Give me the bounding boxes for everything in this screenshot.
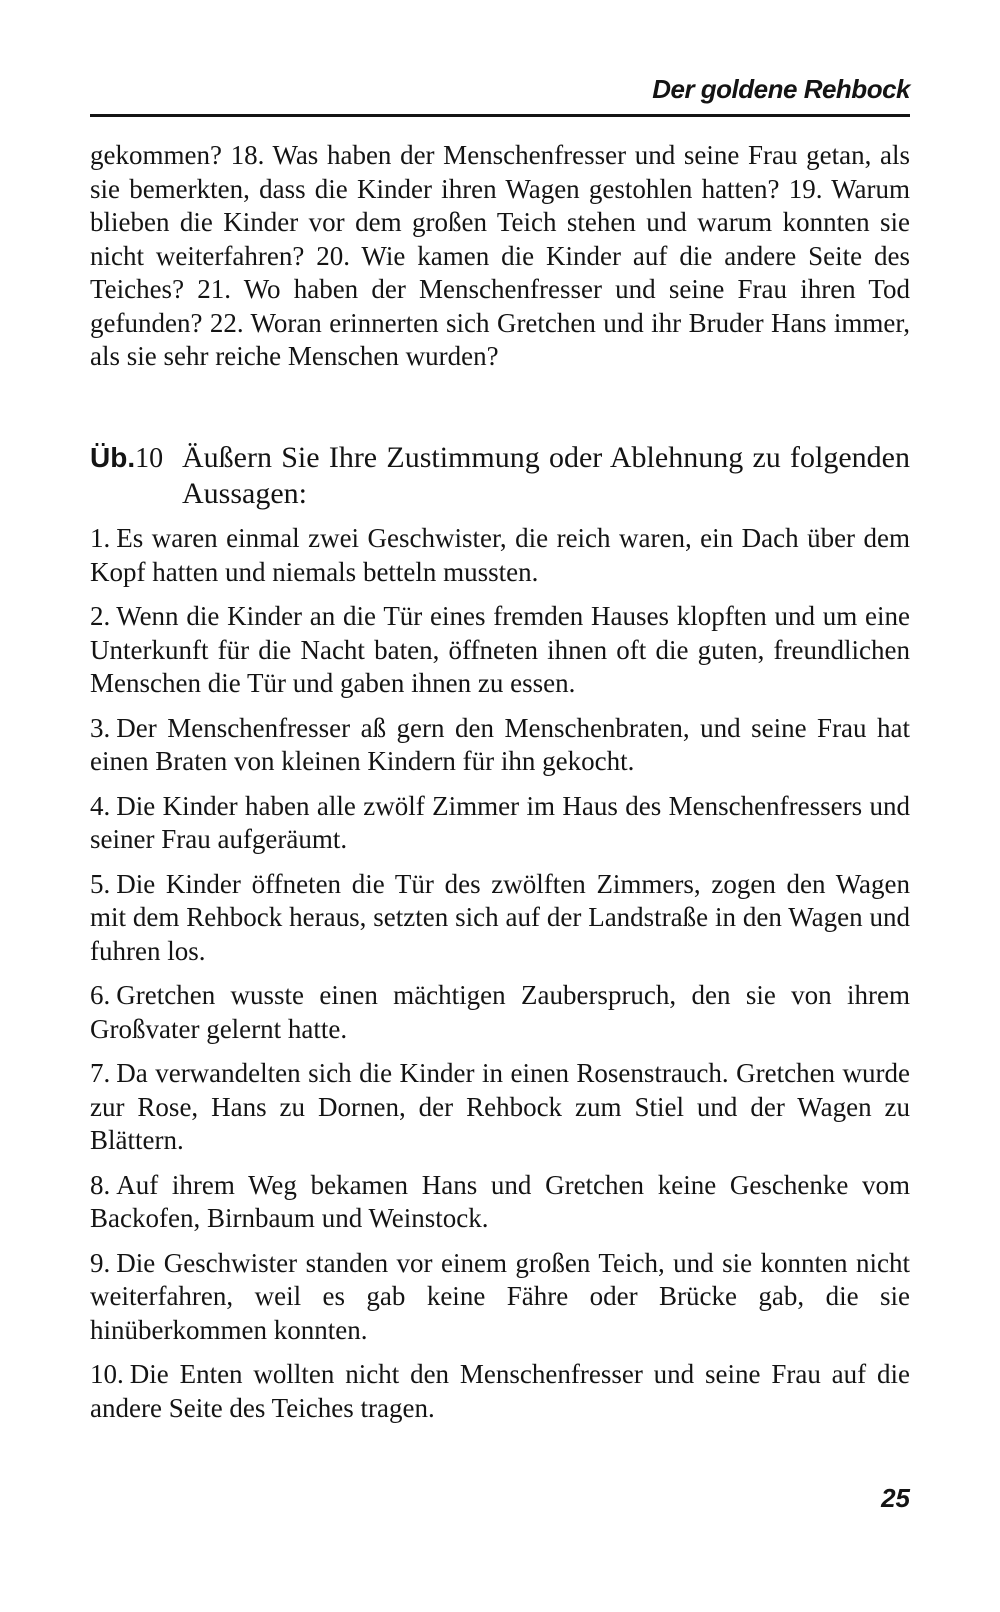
statement-item bbox=[90, 522, 910, 589]
exercise-label bbox=[90, 440, 182, 477]
statement-item bbox=[90, 868, 910, 969]
statement-number: 8. bbox=[90, 1169, 111, 1200]
page-number: 25 bbox=[881, 1483, 910, 1513]
exercise-label-prefix: Üb. bbox=[90, 442, 136, 473]
statement-number: 7. bbox=[90, 1058, 111, 1088]
book-page bbox=[90, 0, 910, 1612]
statement-number: 10. bbox=[90, 1359, 124, 1389]
statement-number: 1. bbox=[90, 523, 111, 553]
statement-text: Wenn die Kinder an die Tür eines fremden Hauses klopften und um eine Unterkunft für die Nacht baten, öffneten ihnen oft die guten, freundlichen Menschen die Tür und gaben ihnen zu essen. bbox=[90, 601, 910, 698]
statement-list bbox=[90, 522, 910, 1436]
statement-text: Es waren einmal zwei Geschwister, die reich waren, ein Dach über dem Kopf hatten und niemals betteln mussten. bbox=[90, 523, 910, 587]
header-rule bbox=[90, 114, 910, 117]
continuation-paragraph bbox=[90, 139, 910, 374]
exercise-block bbox=[90, 440, 910, 512]
statement-number: 6. bbox=[90, 980, 111, 1010]
statement-item bbox=[90, 790, 910, 857]
exercise-heading: Äußern Sie Ihre Zustimmung oder Ablehnung zu folgenden Aussagen: bbox=[182, 441, 910, 510]
statement-number: 4. bbox=[90, 790, 111, 821]
statement-item bbox=[90, 1057, 910, 1158]
statement-text: Die Geschwister standen vor einem großen Teich, und sie konnten nicht weiterfahren, weil es gab keine Fähre oder Brücke gab, die sie hinüberkommen konnten. bbox=[90, 1247, 910, 1345]
statement-text: Gretchen wusste einen mächtigen Zauberspruch, den sie von ihrem Großvater gelernt hatte. bbox=[90, 980, 910, 1044]
statement-text: Die Kinder öffneten die Tür des zwölften Zimmers, zogen den Wagen mit dem Rehbock heraus, setzten sich auf der Landstraße in den Wagen und fuhren los. bbox=[90, 868, 910, 966]
statement-item bbox=[90, 600, 910, 701]
statement-item bbox=[90, 1247, 910, 1348]
statement-item bbox=[90, 1169, 910, 1236]
statement-number: 5. bbox=[90, 868, 111, 899]
statement-text: Auf ihrem Weg bekamen Hans und Gretchen keine Geschenke vom Backofen, Birnbaum und Weinstock. bbox=[90, 1169, 910, 1233]
statement-number: 2. bbox=[90, 601, 111, 631]
continuation-text: gekommen? 18. Was haben der Menschenfresser und seine Frau getan, als sie bemerkten, dass die Kinder ihren Wagen gestohlen hatten? 19. Warum blieben die Kinder vor dem großen Teich stehen und warum konnten sie nicht weiterfahren? 20. Wie kamen die Kinder auf die andere Seite des Teiches? 21. Wo haben der Menschenfresser und seine Frau ihren Tod gefunden? 22. Woran erinnerten sich Gretchen und ihr Bruder Hans immer, als sie sehr reiche Menschen wurden? bbox=[90, 140, 910, 371]
statement-number: 9. bbox=[90, 1247, 111, 1278]
statement-text: Der Menschenfresser aß gern den Menschenbraten, und seine Frau hat einen Braten von kleinen Kindern für ihn gekocht. bbox=[90, 712, 910, 776]
statement-text: Die Enten wollten nicht den Menschenfresser und seine Frau auf die andere Seite des Teiches tragen. bbox=[90, 1359, 910, 1423]
statement-item bbox=[90, 1358, 910, 1425]
statement-number: 3. bbox=[90, 712, 111, 743]
exercise-label-number: 10 bbox=[135, 443, 164, 474]
running-header: Der goldene Rehbock bbox=[652, 74, 910, 104]
statement-text: Da verwandelten sich die Kinder in einen Rosenstrauch. Gretchen wurde zur Rose, Hans zu Dornen, der Rehbock zum Stiel und der Wagen zu Blättern. bbox=[90, 1058, 910, 1155]
statement-item bbox=[90, 979, 910, 1046]
statement-item bbox=[90, 712, 910, 779]
statement-text: Die Kinder haben alle zwölf Zimmer im Haus des Menschenfressers und seiner Frau aufgeräumt. bbox=[90, 790, 910, 854]
